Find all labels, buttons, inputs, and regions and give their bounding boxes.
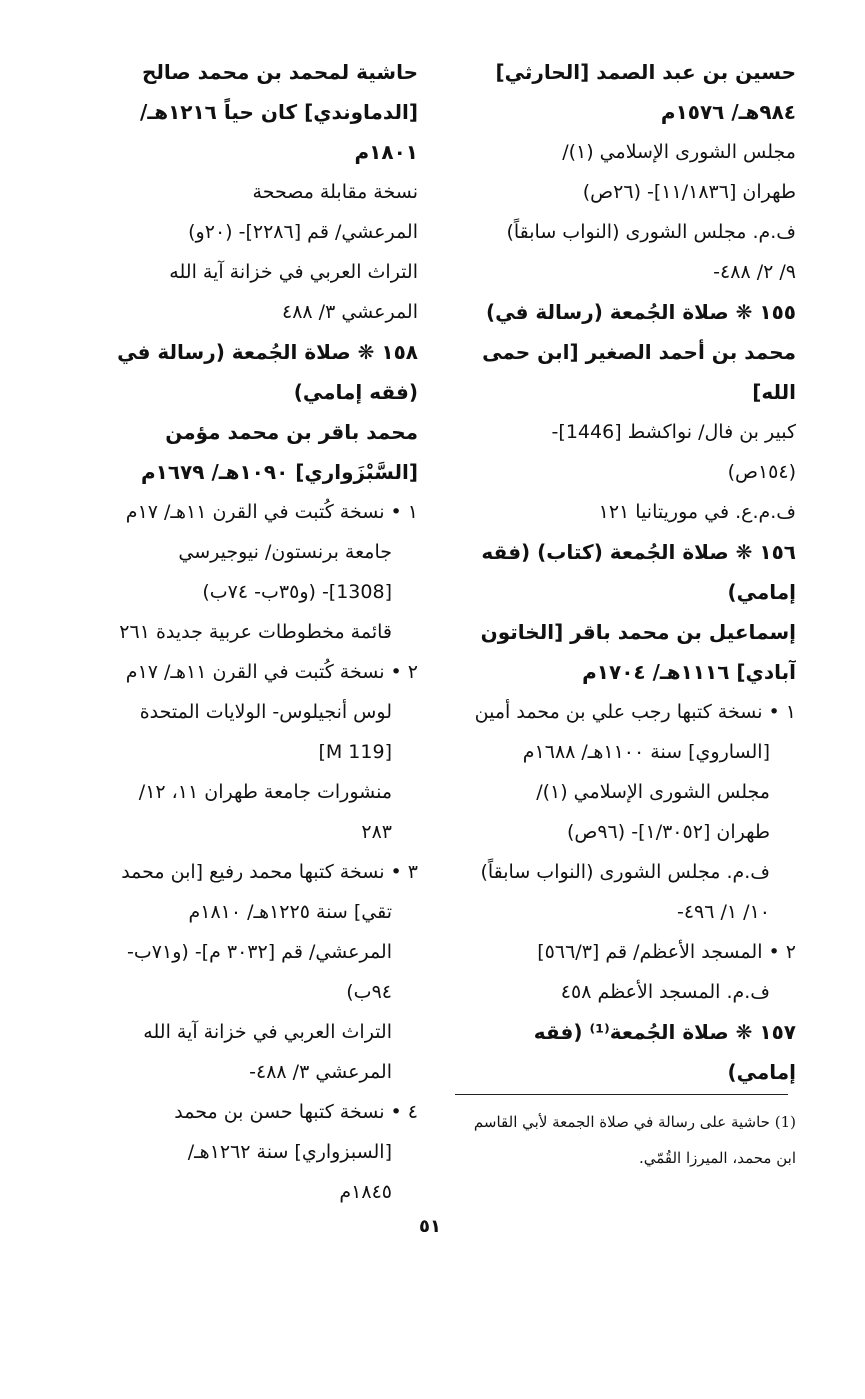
entry-text-line: تقي] سنة ١٢٢٥هـ/ ١٨١٠م [188,901,392,923]
entry-author: إسماعيل بن محمد باقر [الخاتون [480,620,796,644]
footnote-line: (1) حاشية على رسالة في صلاة الجمعة لأبي القاسم [473,1113,796,1131]
entry-text-line: طهران [١١/١٨٣٦]- (٢٦ص) [582,181,796,203]
entry-heading-157: ١٥٧ ❋ صلاة الجُمعة⁽¹⁾ (فقه [533,1020,796,1044]
right-column [448,52,796,1092]
entry-text-line: مجلس الشورى الإسلامي (١)/ [536,781,770,803]
entry-text-line: ف.م. المسجد الأعظم ٤٥٨ [560,981,770,1003]
entry-text-line: ٢٨٣ [361,821,392,843]
entry-text-line: المرعشي/ قم [٣٠٣٢ م]- (و٧١ب- [127,941,392,963]
left-column [70,52,418,1212]
entry-heading-157: إمامي) [727,1060,796,1084]
manuscript-item: ٣ • نسخة كتبها محمد رفيع [ابن محمد [121,861,418,883]
entry-text-line: [الساروي] سنة ١١٠٠هـ/ ١٦٨٨م [522,741,770,763]
manuscript-item: ١ • نسخة كُتبت في القرن ١١هـ/ ١٧م [125,501,418,523]
entry-text-line: [M 119] [318,741,392,763]
entry-text-line: ف.م.ع. في موريتانيا ١٢١ [598,501,796,523]
entry-text-line: المرعشي ٣/ ٤٨٨ [282,301,418,323]
entry-text-line: منشورات جامعة طهران ١١، ١٢/ [138,781,392,803]
entry-author: حسين بن عبد الصمد [الحارثي] [495,60,796,84]
entry-text-line: ١٠/ ١/ ٤٩٦- [676,901,770,923]
entry-author: آبادي] ١١١٦هـ/ ١٧٠٤م [582,660,796,684]
entry-heading-155: ١٥٥ ❋ صلاة الجُمعة (رسالة في) [485,300,796,324]
entry-text-line: ف.م. مجلس الشورى (النواب سابقاً) [506,221,796,243]
entry-text-line: التراث العربي في خزانة آية الله [169,261,418,283]
entry-text-line: لوس أنجيلوس- الولايات المتحدة [139,701,392,723]
entry-text-line: [السبزواري] سنة ١٢٦٢هـ/ [187,1141,392,1163]
entry-author: الله] [752,380,796,404]
entry-text-line: ٩/ ٢/ ٤٨٨- [713,261,796,283]
entry-author: محمد بن أحمد الصغير [ابن حمى [482,340,796,364]
manuscript-item: ٢ • نسخة كُتبت في القرن ١١هـ/ ١٧م [125,661,418,683]
entry-text-line: قائمة مخطوطات عربية جديدة ٢٦١ [119,621,392,643]
entry-text-line: كبير بن فال/ نواكشط [1446]- [551,421,796,443]
entry-text-line: ١٨٤٥م [339,1181,392,1203]
entry-text-line: جامعة برنستون/ نيوجيرسي [178,541,392,563]
entry-heading-156: إمامي) [727,580,796,604]
manuscript-item: ١ • نسخة كتبها رجب علي بن محمد أمين [474,701,796,723]
entry-date: ٩٨٤هـ/ ١٥٧٦م [660,100,796,124]
footnote-line: ابن محمد، الميرزا القُمّي. [638,1149,796,1167]
entry-author: محمد باقر بن محمد مؤمن [165,420,418,444]
manuscript-item: ٢ • المسجد الأعظم/ قم [٥٦٦/٣] [537,941,796,963]
entry-text-line: (١٥٤ص) [727,461,796,483]
entry-text-line: مجلس الشورى الإسلامي (١)/ [562,141,796,163]
entry-heading-156: ١٥٦ ❋ صلاة الجُمعة (كتاب) (فقه [481,540,796,564]
entry-text-line: ٩٤ب) [346,981,392,1003]
entry-text-line: ف.م. مجلس الشورى (النواب سابقاً) [480,861,770,883]
entry-heading-158: ١٥٨ ❋ صلاة الجُمعة (رسالة في [117,340,418,364]
entry-heading-158: (فقه إمامي) [293,380,418,404]
entry-author: [السَّبْزَواري] ١٠٩٠هـ/ ١٦٧٩م [140,460,418,484]
entry-date: ١٨٠١م [354,140,418,164]
entry-text-line: طهران [١/٣٠٥٢]- (٩٦ص) [566,821,770,843]
entry-text-line: [1308]- (و٣٥ب- ٧٤ب) [202,581,392,603]
entry-text-line: التراث العربي في خزانة آية الله [143,1021,392,1043]
manuscript-item: ٤ • نسخة كتبها حسن بن محمد [174,1101,418,1123]
footnote-divider [455,1094,788,1095]
page-number: ٥١ [419,1216,441,1237]
entry-author: حاشية لمحمد بن محمد صالح [141,60,418,84]
entry-text-line: نسخة مقابلة مصححة [252,181,418,203]
entry-text-line: المرعشي/ قم [٢٢٨٦]- (٢٠و) [188,221,418,243]
entry-author: [الدماوندي] كان حياً ١٢١٦هـ/ [140,100,418,124]
entry-text-line: المرعشي ٣/ ٤٨٨- [249,1061,392,1083]
